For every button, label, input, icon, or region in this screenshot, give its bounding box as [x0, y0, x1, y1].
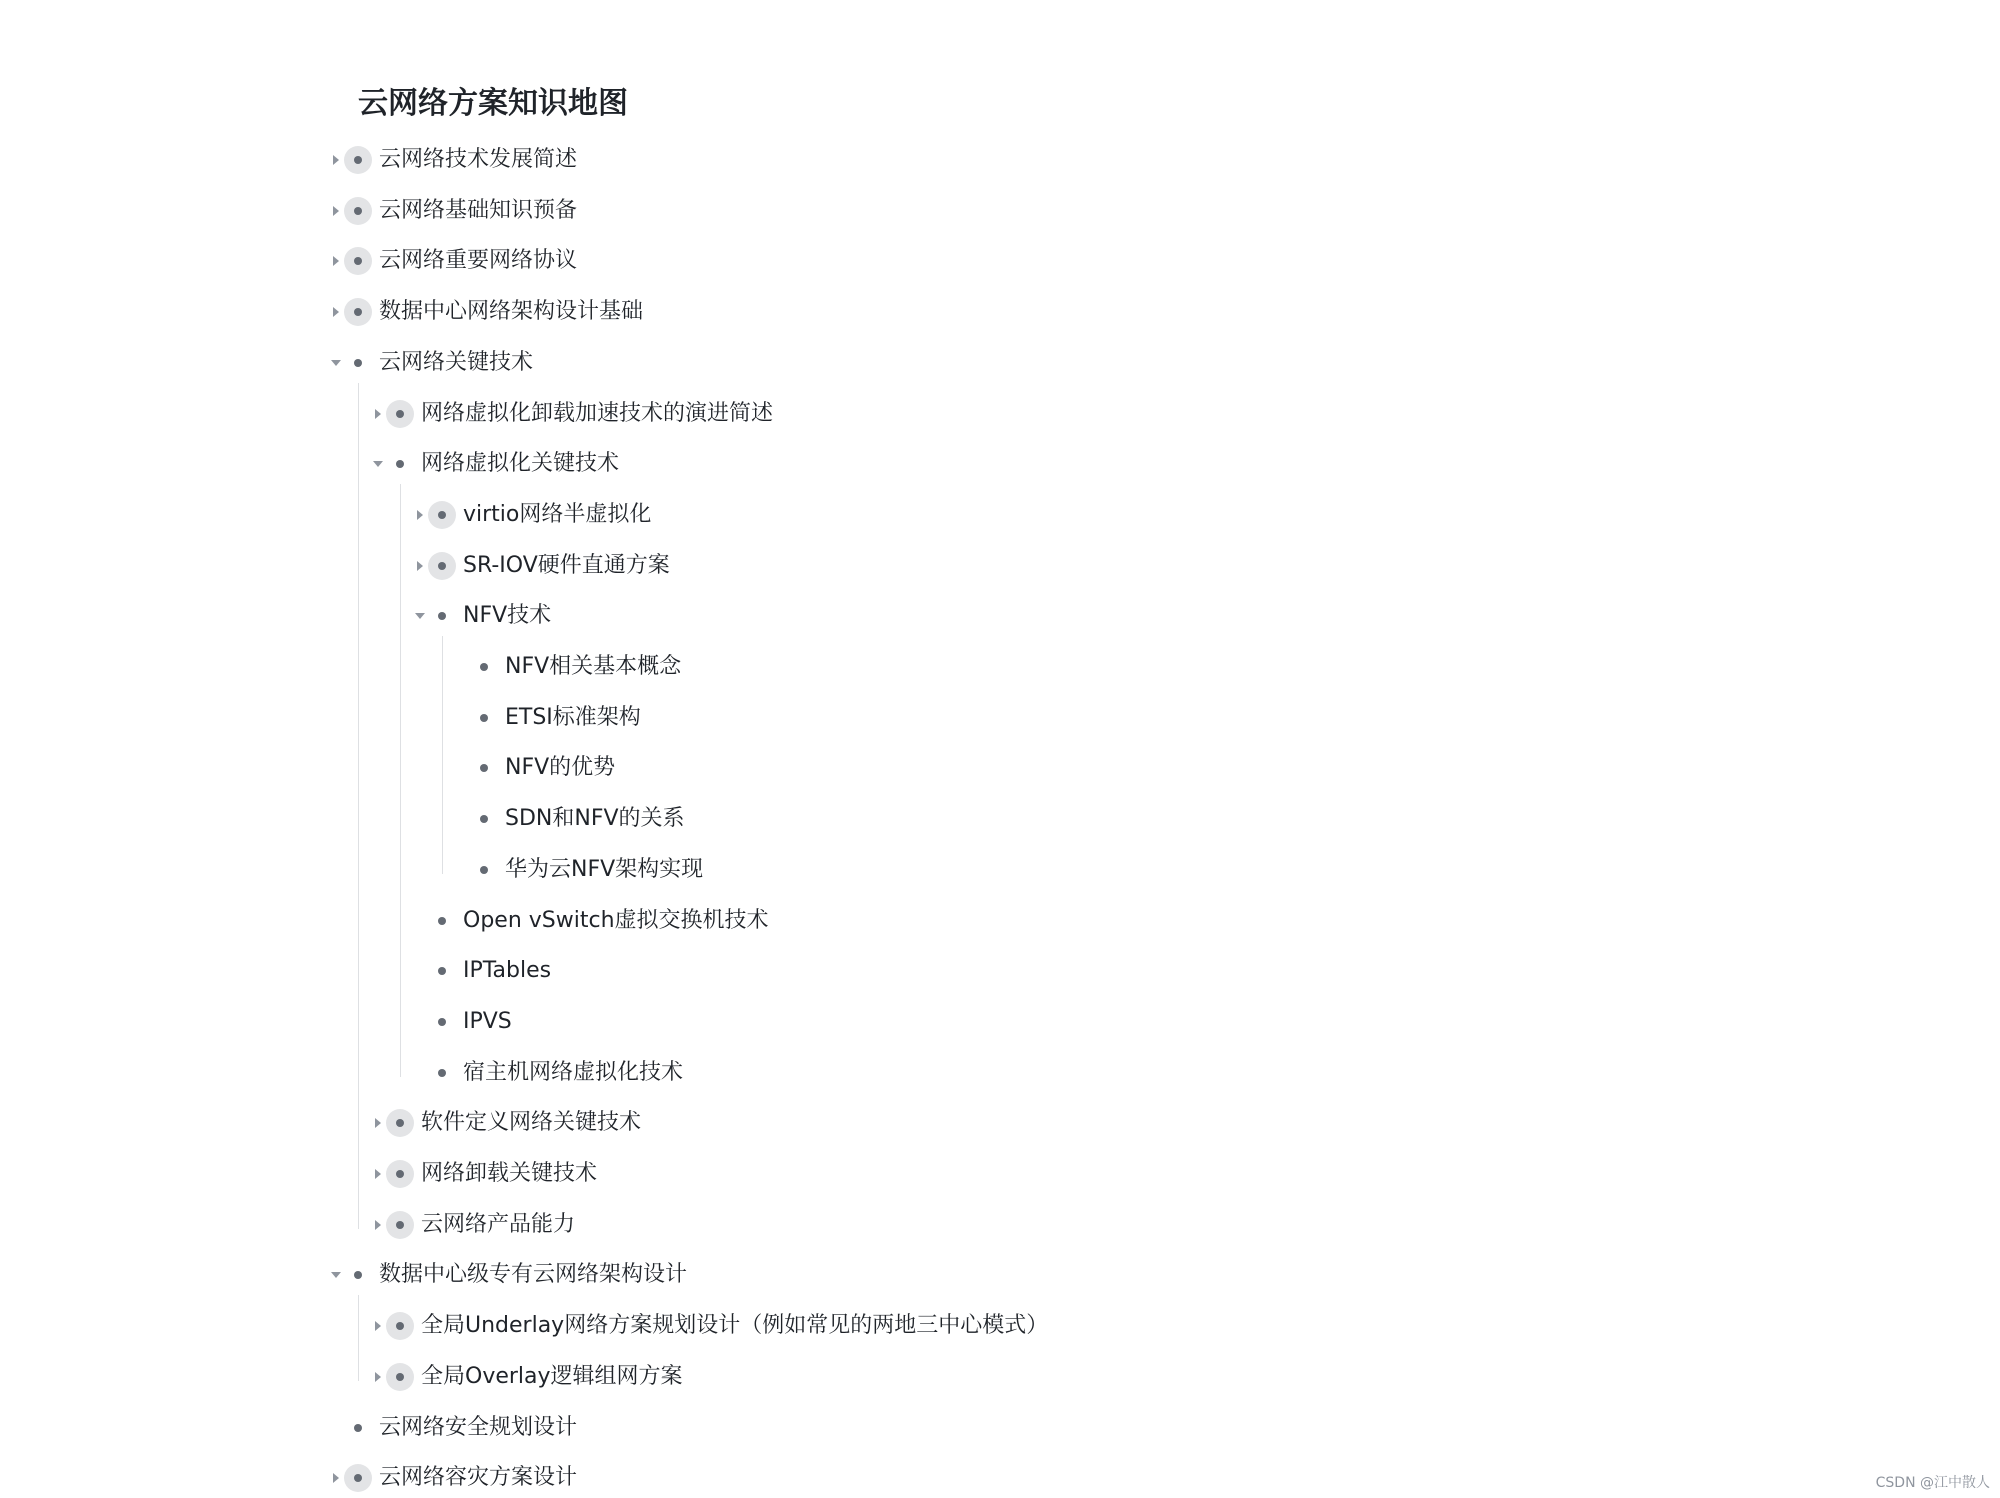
outline-guide-line — [358, 1295, 359, 1380]
bullet-dot — [480, 866, 488, 874]
bullet-dot — [354, 207, 362, 215]
outline-node-label[interactable]: NFV技术 — [463, 603, 552, 629]
expand-arrow-icon[interactable] — [328, 253, 344, 269]
collapsed-bullet-icon[interactable] — [386, 1160, 414, 1188]
outline-node-label[interactable]: NFV的优势 — [505, 755, 616, 781]
outline-node-label[interactable]: 云网络关键技术 — [379, 349, 534, 375]
expand-arrow-icon[interactable] — [370, 1369, 386, 1385]
outline-node-label[interactable]: 云网络容灾方案设计 — [379, 1465, 578, 1491]
bullet-dot — [480, 663, 488, 671]
bullet-icon[interactable] — [344, 1261, 372, 1289]
expand-arrow-icon[interactable] — [370, 1115, 386, 1131]
outline-node-label[interactable]: NFV相关基本概念 — [505, 654, 682, 679]
outline-node-label[interactable]: 数据中心网络架构设计基础 — [379, 299, 644, 325]
bullet-icon[interactable] — [344, 1414, 372, 1442]
outline-node-label[interactable]: 云网络基础知识预备 — [379, 197, 578, 223]
bullet-icon[interactable] — [386, 450, 414, 478]
collapsed-bullet-icon[interactable] — [428, 552, 456, 580]
watermark: CSDN @江中散人 — [1875, 1475, 1990, 1491]
bullet-dot — [396, 1373, 404, 1381]
collapsed-bullet-icon[interactable] — [344, 197, 372, 225]
bullet-icon[interactable] — [428, 907, 456, 935]
outline-node-label[interactable]: IPVS — [463, 1008, 512, 1034]
bullet-dot — [480, 815, 488, 823]
outline-guide-line — [442, 636, 443, 874]
outline-node-label[interactable]: ETSI标准架构 — [505, 704, 641, 730]
collapsed-bullet-icon[interactable] — [386, 1109, 414, 1137]
collapsed-bullet-icon[interactable] — [386, 1312, 414, 1340]
bullet-dot — [396, 1119, 404, 1127]
outline-node-label[interactable]: 云网络重要网络协议 — [379, 248, 578, 274]
collapsed-bullet-icon[interactable] — [386, 1211, 414, 1239]
bullet-dot — [354, 359, 362, 367]
collapsed-bullet-icon[interactable] — [344, 298, 372, 326]
bullet-dot — [438, 967, 446, 975]
bullet-icon[interactable] — [470, 704, 498, 732]
bullet-dot — [354, 1474, 362, 1482]
bullet-dot — [480, 714, 488, 722]
bullet-icon[interactable] — [428, 1059, 456, 1087]
outline-node-label[interactable]: 华为云NFV架构实现 — [505, 856, 704, 882]
bullet-icon[interactable] — [470, 754, 498, 782]
collapsed-bullet-icon[interactable] — [386, 1363, 414, 1391]
collapse-arrow-icon[interactable] — [412, 608, 428, 624]
bullet-icon[interactable] — [470, 653, 498, 681]
bullet-dot — [438, 612, 446, 620]
expand-arrow-icon[interactable] — [370, 1217, 386, 1233]
bullet-dot — [438, 1018, 446, 1026]
bullet-dot — [396, 410, 404, 418]
outline-node-label[interactable]: 全局Overlay逻辑组网方案 — [421, 1363, 683, 1389]
bullet-dot — [438, 562, 446, 570]
expand-arrow-icon[interactable] — [328, 203, 344, 219]
bullet-icon[interactable] — [428, 957, 456, 985]
bullet-dot — [438, 917, 446, 925]
bullet-dot — [480, 764, 488, 772]
outline-node-label[interactable]: 软件定义网络关键技术 — [421, 1110, 642, 1136]
outline-node-label[interactable]: 网络卸载关键技术 — [421, 1161, 598, 1186]
outline-node-label[interactable]: virtio网络半虚拟化 — [463, 501, 652, 527]
bullet-dot — [354, 1271, 362, 1279]
collapse-arrow-icon[interactable] — [328, 355, 344, 371]
collapse-arrow-icon[interactable] — [370, 456, 386, 472]
bullet-dot — [354, 156, 362, 164]
outline-node-label[interactable]: 宿主机网络虚拟化技术 — [463, 1059, 684, 1085]
outline-node-label[interactable]: SR-IOV硬件直通方案 — [463, 552, 670, 578]
outline-guide-line — [400, 484, 401, 1076]
outline-node-label[interactable]: 云网络产品能力 — [421, 1211, 576, 1237]
bullet-dot — [396, 1221, 404, 1229]
outline-node-label[interactable]: 网络虚拟化关键技术 — [421, 451, 620, 477]
outline-node-label[interactable]: SDN和NFV的关系 — [505, 806, 685, 832]
bullet-dot — [396, 460, 404, 468]
bullet-dot — [354, 257, 362, 265]
bullet-dot — [438, 1069, 446, 1077]
bullet-dot — [354, 308, 362, 316]
bullet-dot — [438, 511, 446, 519]
bullet-icon[interactable] — [344, 349, 372, 377]
expand-arrow-icon[interactable] — [370, 406, 386, 422]
bullet-dot — [396, 1322, 404, 1330]
outline-node-label[interactable]: 全局Underlay网络方案规划设计（例如常见的两地三中心模式） — [421, 1313, 1049, 1339]
outline-node-label[interactable]: Open vSwitch虚拟交换机技术 — [463, 907, 769, 933]
outline-node-label[interactable]: 网络虚拟化卸载加速技术的演进简述 — [421, 400, 774, 426]
outline-node-label[interactable]: 数据中心级专有云网络架构设计 — [379, 1262, 688, 1288]
expand-arrow-icon[interactable] — [328, 304, 344, 320]
expand-arrow-icon[interactable] — [370, 1318, 386, 1334]
bullet-dot — [396, 1170, 404, 1178]
outline-node-label[interactable]: 云网络安全规划设计 — [379, 1414, 578, 1440]
outline-guide-line — [358, 383, 359, 1229]
collapsed-bullet-icon[interactable] — [386, 400, 414, 428]
collapsed-bullet-icon[interactable] — [344, 1464, 372, 1492]
bullet-icon[interactable] — [428, 602, 456, 630]
collapsed-bullet-icon[interactable] — [344, 146, 372, 174]
expand-arrow-icon[interactable] — [328, 152, 344, 168]
expand-arrow-icon[interactable] — [412, 558, 428, 574]
page-title: 云网络方案知识地图 — [358, 86, 628, 121]
bullet-icon[interactable] — [428, 1008, 456, 1036]
collapse-arrow-icon[interactable] — [328, 1267, 344, 1283]
expand-arrow-icon[interactable] — [412, 507, 428, 523]
bullet-icon[interactable] — [470, 856, 498, 884]
bullet-icon[interactable] — [470, 805, 498, 833]
expand-arrow-icon[interactable] — [328, 1470, 344, 1486]
outline-node-label[interactable]: IPTables — [463, 958, 552, 984]
collapsed-bullet-icon[interactable] — [428, 501, 456, 529]
outline-node-label[interactable]: 云网络技术发展简述 — [379, 147, 578, 172]
expand-arrow-icon[interactable] — [370, 1166, 386, 1182]
collapsed-bullet-icon[interactable] — [344, 247, 372, 275]
bullet-dot — [354, 1424, 362, 1432]
